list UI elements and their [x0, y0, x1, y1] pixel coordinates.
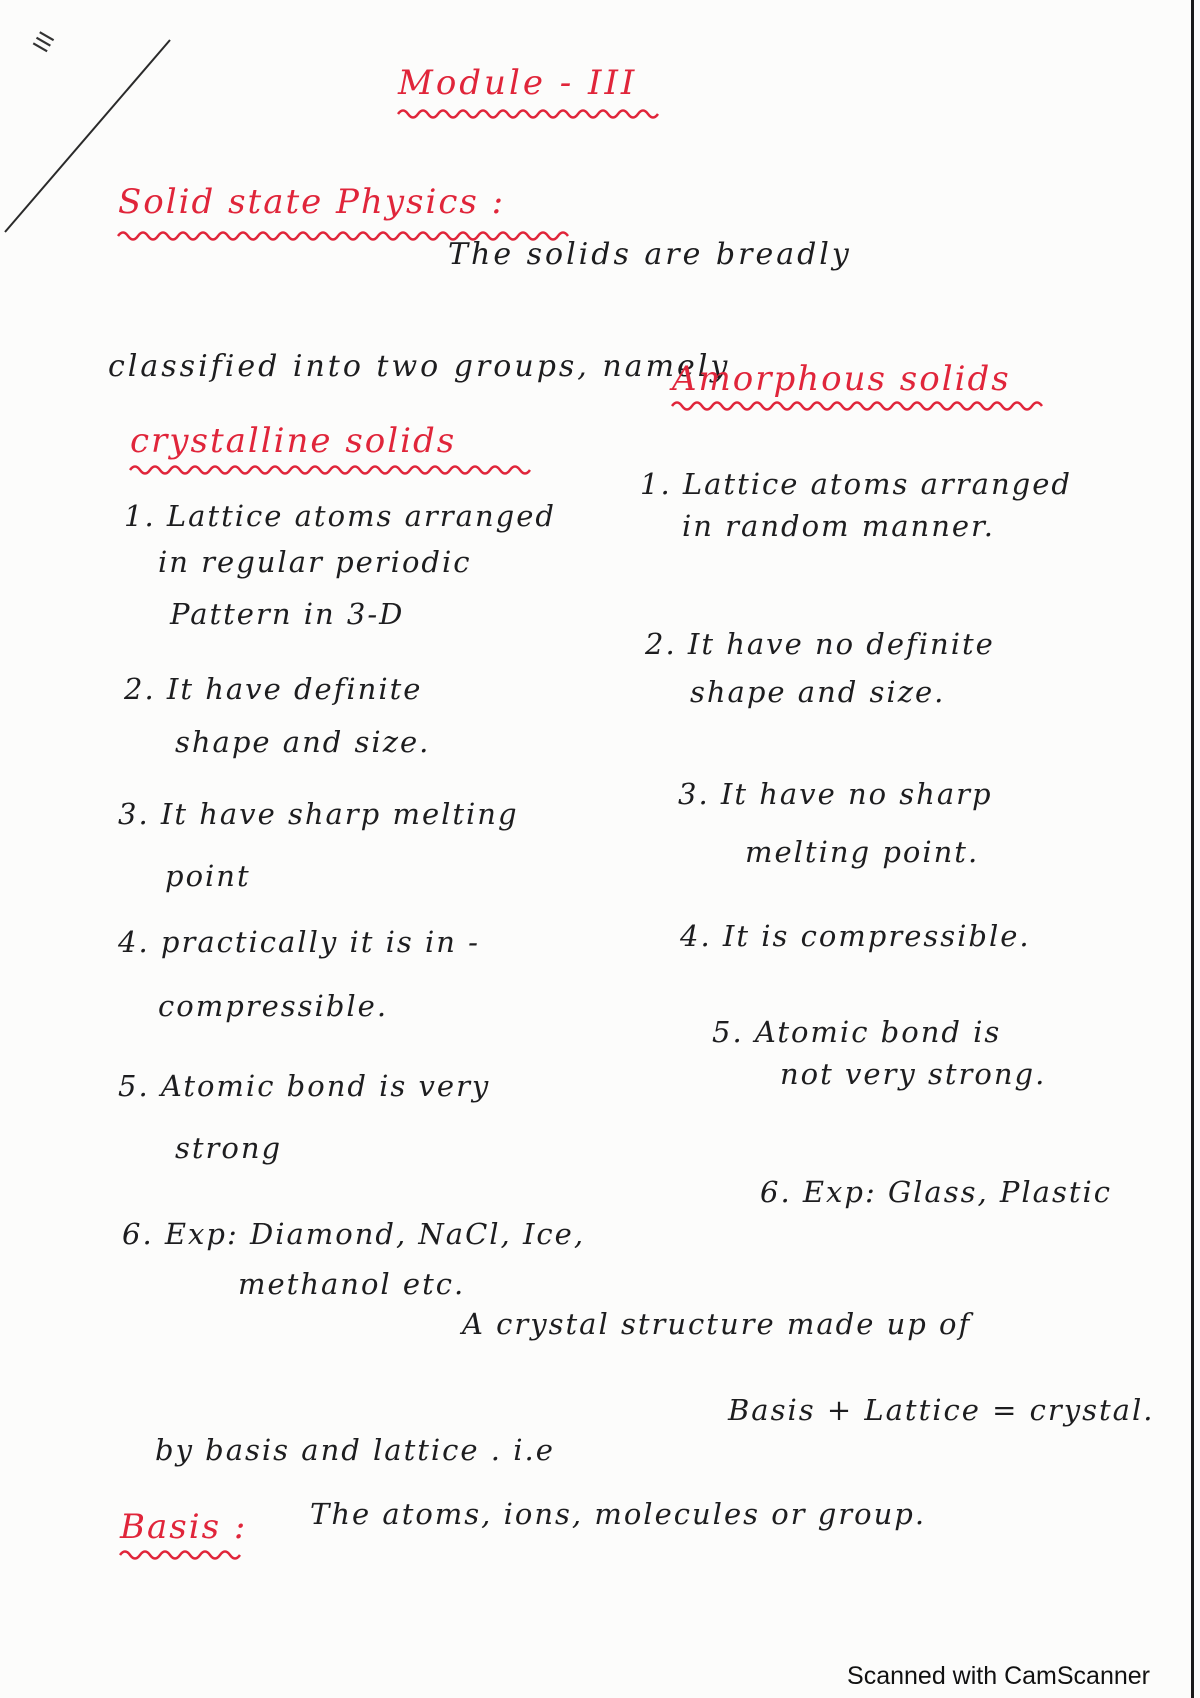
- crystalline-point-4-line-2: compressible.: [158, 989, 389, 1023]
- amorphous-point-5-line-1: 5. Atomic bond is: [712, 1015, 1002, 1049]
- amorphous-point-3-line-2: melting point.: [745, 835, 980, 869]
- crystalline-point-1-line-1: 1. Lattice atoms arranged: [124, 499, 556, 533]
- crystalline-point-1-line-2: in regular periodic: [158, 545, 472, 579]
- crystalline-point-3-line-2: point: [165, 859, 251, 893]
- crystalline-point-6-line-1: 6. Exp: Diamond, NaCl, Ice,: [122, 1217, 586, 1251]
- structure-line-2: by basis and lattice . i.e: [155, 1433, 555, 1467]
- amorphous-point-3-line-1: 3. It have no sharp: [678, 777, 993, 811]
- amorphous-point-2-line-2: shape and size.: [690, 675, 946, 709]
- title-underline: [398, 104, 668, 124]
- section-heading-solid-state: Solid state Physics :: [118, 182, 506, 222]
- amorphous-point-6-line-1: 6. Exp: Glass, Plastic: [760, 1175, 1113, 1209]
- structure-formula: Basis + Lattice = crystal.: [728, 1393, 1155, 1427]
- amorphous-point-2-line-1: 2. It have no definite: [645, 627, 995, 661]
- crystalline-point-1-line-3: Pattern in 3-D: [170, 597, 405, 631]
- amorphous-point-5-line-2: not very strong.: [780, 1057, 1047, 1091]
- crystalline-point-5-line-2: strong: [175, 1131, 283, 1165]
- crystalline-point-3-line-1: 3. It have sharp melting: [118, 797, 519, 831]
- crystalline-point-6-line-2: methanol etc.: [238, 1267, 466, 1301]
- structure-line-1: A crystal structure made up of: [462, 1307, 972, 1341]
- scanner-watermark: Scanned with CamScanner: [847, 1662, 1150, 1690]
- amorphous-heading: Amorphous solids: [672, 359, 1011, 399]
- page-edge: [1191, 0, 1194, 1698]
- amorphous-point-4-line-1: 4. It is compressible.: [680, 919, 1031, 953]
- crystalline-point-5-line-1: 5. Atomic bond is very: [118, 1069, 491, 1103]
- crystalline-point-2-line-2: shape and size.: [175, 725, 431, 759]
- amorphous-point-1-line-2: in random manner.: [682, 509, 995, 543]
- corner-mark: III: [29, 27, 61, 58]
- crystalline-heading: crystalline solids: [130, 421, 457, 461]
- basis-label: Basis :: [120, 1507, 248, 1547]
- amorphous-point-1-line-1: 1. Lattice atoms arranged: [640, 467, 1072, 501]
- intro-line-1: The solids are breadly: [448, 237, 852, 272]
- crystalline-point-2-line-1: 2. It have definite: [124, 672, 423, 706]
- crystalline-underline: [130, 460, 530, 480]
- basis-definition: The atoms, ions, molecules or group.: [310, 1497, 927, 1531]
- amorphous-underline: [672, 396, 1052, 416]
- crystalline-point-4-line-1: 4. practically it is in -: [118, 925, 480, 959]
- basis-underline: [120, 1545, 250, 1565]
- intro-line-2: classified into two groups, namely: [108, 349, 731, 384]
- page-title: Module - III: [398, 63, 638, 103]
